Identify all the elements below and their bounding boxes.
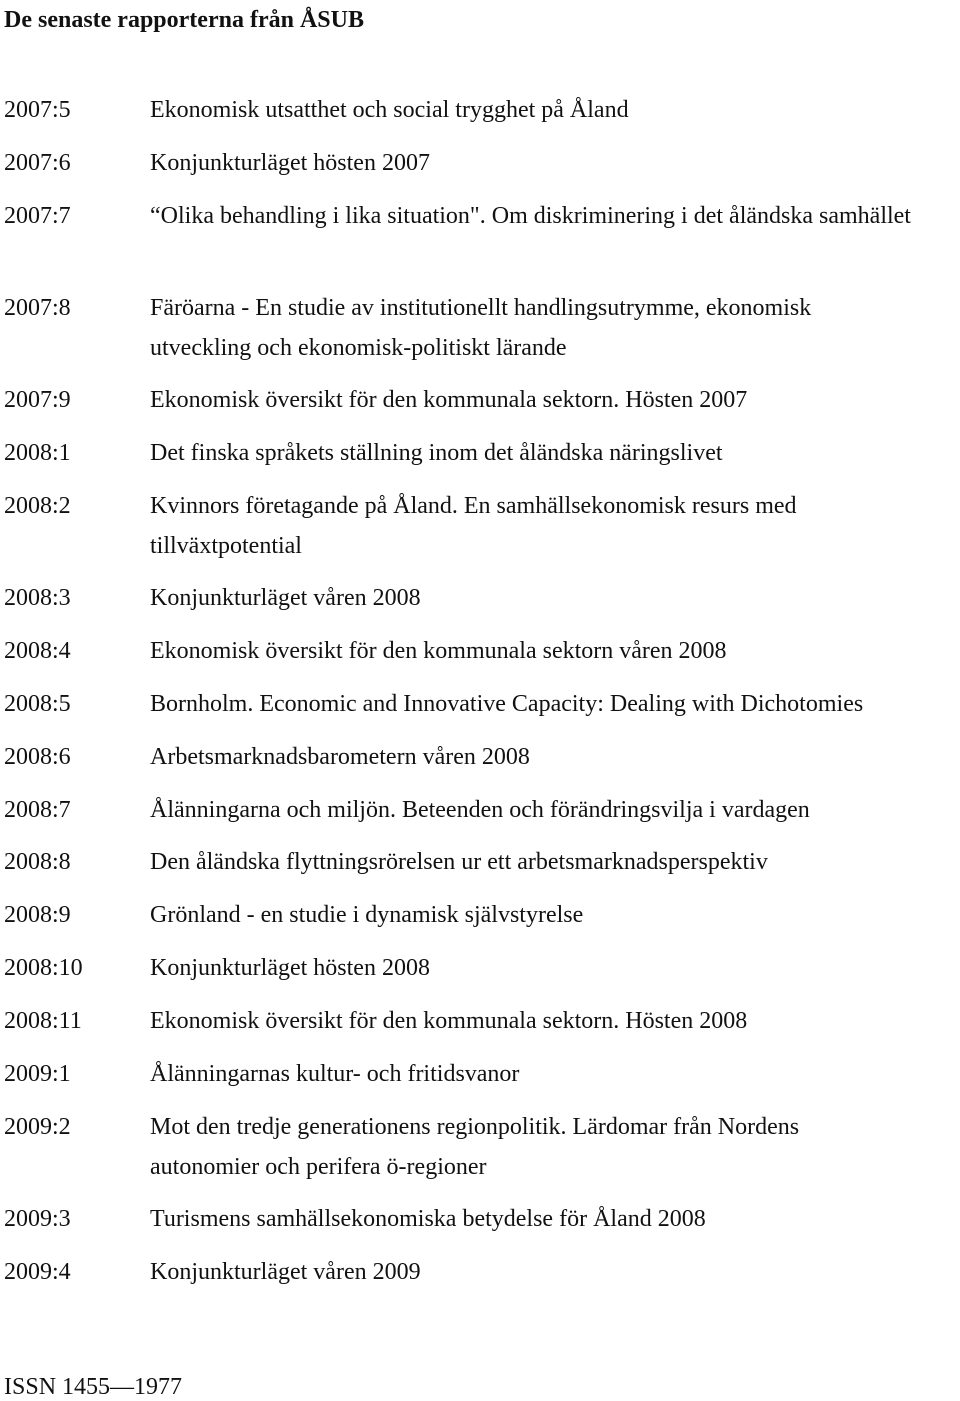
report-code: 2008:10: [4, 955, 83, 981]
report-code: 2009:1: [4, 1061, 71, 1087]
report-title: “Olika behandling i lika situation". Om diskriminering i det åländska samhället: [150, 203, 911, 229]
report-entry: [4, 143, 956, 183]
report-title: Mot den tredje generationens regionpolitik. Lärdomar från Nordens autonomier och perifera ö-regioner: [150, 1114, 800, 1180]
report-title: Ekonomisk översikt för den kommunala sektorn våren 2008: [150, 638, 727, 664]
report-code: 2008:11: [4, 1008, 82, 1034]
report-code: 2008:3: [4, 585, 71, 611]
report-code: 2008:5: [4, 691, 71, 717]
report-title: Färöarna - En studie av institutionellt handlingsutrymme, ekonomisk utveckling och ekonomisk-politiskt lärande: [150, 295, 812, 361]
report-entry: [4, 684, 956, 724]
report-title: Turismens samhällsekonomiska betydelse för Åland 2008: [150, 1206, 706, 1232]
report-code: 2008:2: [4, 493, 71, 519]
report-entry: [4, 433, 956, 473]
report-title: Ekonomisk utsatthet och social trygghet på Åland: [150, 97, 629, 123]
report-entry: [4, 196, 956, 236]
report-entry: [4, 1001, 956, 1041]
report-title: Kvinnors företagande på Åland. En samhällsekonomisk resurs med tillväxtpotential: [150, 493, 797, 559]
report-entry: [4, 288, 956, 368]
report-entry: [4, 1054, 956, 1094]
report-title: Konjunkturläget hösten 2007: [150, 150, 430, 176]
report-code: 2007:7: [4, 203, 71, 229]
report-entry: [4, 895, 956, 935]
report-title: Konjunkturläget våren 2008: [150, 585, 421, 611]
report-entry: [4, 90, 956, 130]
report-title: Konjunkturläget hösten 2008: [150, 955, 430, 981]
report-entry: [4, 842, 956, 882]
report-title: Ålänningarnas kultur- och fritidsvanor: [150, 1061, 520, 1087]
report-code: 2008:6: [4, 744, 71, 770]
report-title: Ekonomisk översikt för den kommunala sektorn. Hösten 2007: [150, 387, 748, 413]
report-code: 2008:4: [4, 638, 71, 664]
report-title: Konjunkturläget våren 2009: [150, 1259, 421, 1285]
report-entry: [4, 631, 956, 671]
report-code: 2007:9: [4, 387, 71, 413]
report-entry: [4, 380, 956, 420]
report-code: 2007:6: [4, 150, 71, 176]
report-title: Ålänningarna och miljön. Beteenden och förändringsvilja i vardagen: [150, 797, 810, 823]
report-code: 2007:5: [4, 97, 71, 123]
page-title: De senaste rapporterna från ÅSUB: [4, 7, 364, 33]
report-code: 2008:1: [4, 440, 71, 466]
report-entry: [4, 948, 956, 988]
issn-number: ISSN 1455—1977: [4, 1374, 183, 1400]
report-title: Grönland - en studie i dynamisk självstyrelse: [150, 902, 584, 928]
report-entry: [4, 578, 956, 618]
report-entry: [4, 1199, 956, 1239]
report-entry: [4, 486, 956, 566]
report-title: Det finska språkets ställning inom det åländska näringslivet: [150, 440, 723, 466]
report-code: 2008:8: [4, 849, 71, 875]
report-code: 2009:4: [4, 1259, 71, 1285]
report-title: Ekonomisk översikt för den kommunala sektorn. Hösten 2008: [150, 1008, 748, 1034]
report-code: 2007:8: [4, 295, 71, 321]
report-entry: [4, 737, 956, 777]
report-title: Arbetsmarknadsbarometern våren 2008: [150, 744, 530, 770]
report-code: 2009:2: [4, 1114, 71, 1140]
report-entry: [4, 790, 956, 830]
report-code: 2008:9: [4, 902, 71, 928]
report-title: Bornholm. Economic and Innovative Capacity: Dealing with Dichotomies: [150, 691, 864, 717]
report-entry: [4, 1252, 956, 1292]
report-code: 2008:7: [4, 797, 71, 823]
report-title: Den åländska flyttningsrörelsen ur ett arbetsmarknadsperspektiv: [150, 849, 768, 875]
report-code: 2009:3: [4, 1206, 71, 1232]
report-entry: [4, 1107, 956, 1187]
